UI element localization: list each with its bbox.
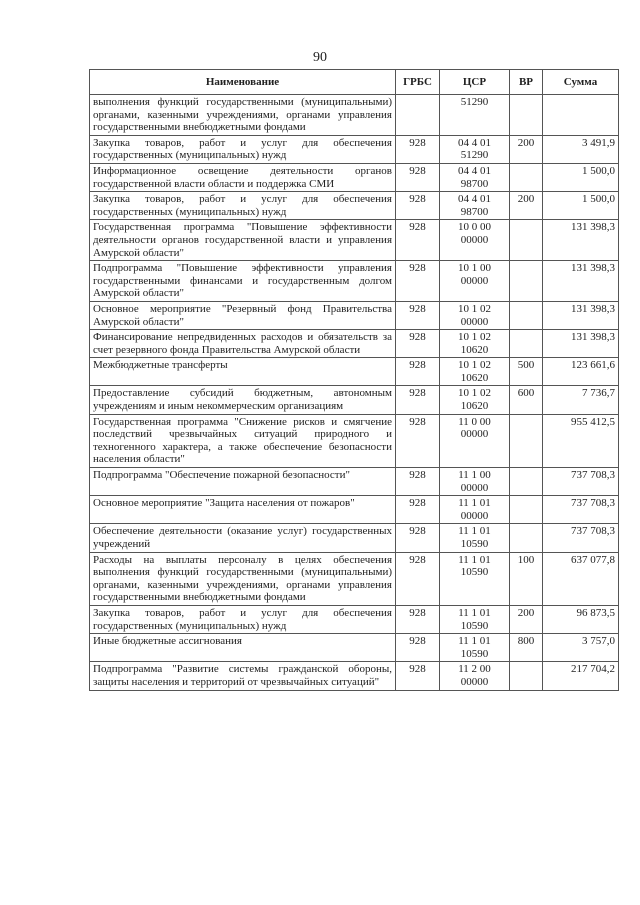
- table-row: [90, 330, 619, 358]
- cell-sum: 3 757,0: [543, 634, 619, 662]
- cell-name: Государственная программа "Повышение эффективности деятельности органов государственной власти и управления Амурской области": [90, 220, 396, 261]
- csr-code-part2: 00000: [460, 233, 489, 246]
- csr-code-part1: 04 4 01: [458, 193, 491, 206]
- cell-vr: [510, 330, 543, 358]
- csr-code-part1: 11 1 01: [458, 553, 491, 566]
- cell-vr: [510, 414, 543, 467]
- header-csr: ЦСР: [440, 70, 510, 95]
- csr-code-part1: 10 1 02: [458, 387, 491, 400]
- table-row: [90, 192, 619, 220]
- cell-name: Иные бюджетные ассигнования: [90, 634, 396, 662]
- csr-code-part1: 11 1 01: [458, 635, 491, 648]
- cell-grbs: 928: [396, 261, 440, 302]
- cell-vr: 500: [510, 358, 543, 386]
- csr-code-part2: 10590: [460, 647, 489, 660]
- cell-name: Закупка товаров, работ и услуг для обеспечения государственных (муниципальных) нужд: [90, 135, 396, 163]
- cell-csr: [440, 163, 510, 191]
- table-row: [90, 552, 619, 605]
- cell-grbs: 928: [396, 301, 440, 329]
- cell-csr: [440, 301, 510, 329]
- cell-grbs: 928: [396, 358, 440, 386]
- cell-name: Закупка товаров, работ и услуг для обеспечения государственных (муниципальных) нужд: [90, 605, 396, 633]
- csr-code-part1: 04 4 01: [458, 164, 491, 177]
- cell-name: Основное мероприятие "Защита населения от пожаров": [90, 496, 396, 524]
- cell-csr: [440, 220, 510, 261]
- cell-vr: 200: [510, 605, 543, 633]
- csr-code-part2: 98700: [460, 205, 489, 218]
- cell-grbs: 928: [396, 220, 440, 261]
- csr-code-part2: 10620: [460, 343, 489, 356]
- csr-code-part1: 11 1 01: [458, 525, 491, 538]
- cell-csr: [440, 605, 510, 633]
- cell-name: выполнения функций государственными (муниципальными) органами, казенными учреждениями, органами управления государственными внебюджетными фондами: [90, 95, 396, 136]
- csr-code-part1: 10 1 02: [458, 302, 491, 315]
- cell-csr: [440, 662, 510, 690]
- table-row: [90, 662, 619, 690]
- cell-sum: 217 704,2: [543, 662, 619, 690]
- cell-sum: 737 708,3: [543, 468, 619, 496]
- cell-vr: [510, 220, 543, 261]
- cell-csr: [440, 496, 510, 524]
- cell-vr: [510, 524, 543, 552]
- csr-code-part2: 10620: [460, 400, 489, 413]
- csr-code-part2: 10620: [460, 371, 489, 384]
- table-row: [90, 261, 619, 302]
- cell-name: Информационное освещение деятельности органов государственной власти области и поддержка СМИ: [90, 163, 396, 191]
- cell-vr: 200: [510, 192, 543, 220]
- cell-grbs: 928: [396, 496, 440, 524]
- cell-sum: 7 736,7: [543, 386, 619, 414]
- cell-vr: 800: [510, 634, 543, 662]
- header-grbs: ГРБС: [396, 70, 440, 95]
- table-row: [90, 634, 619, 662]
- csr-code-part1: 11 1 01: [458, 606, 491, 619]
- cell-sum: 955 412,5: [543, 414, 619, 467]
- cell-csr: [440, 192, 510, 220]
- table-row: [90, 468, 619, 496]
- csr-code-part1: 51290: [460, 96, 489, 108]
- cell-name: Межбюджетные трансферты: [90, 358, 396, 386]
- cell-sum: 131 398,3: [543, 220, 619, 261]
- header-sum: Сумма: [543, 70, 619, 95]
- csr-code-part2: 10590: [460, 566, 489, 579]
- table-row: [90, 414, 619, 467]
- budget-table: [89, 69, 619, 691]
- csr-code-part2: 00000: [460, 675, 489, 688]
- cell-sum: 3 491,9: [543, 135, 619, 163]
- cell-grbs: 928: [396, 524, 440, 552]
- csr-code-part2: 00000: [460, 509, 489, 522]
- cell-csr: [440, 358, 510, 386]
- page-number: 90: [313, 50, 327, 65]
- table-row: [90, 386, 619, 414]
- csr-code-part2: 00000: [460, 274, 489, 287]
- cell-name: Подпрограмма "Повышение эффективности управления государственными финансами и государственным долгом Амурской области": [90, 261, 396, 302]
- table-body: [90, 95, 619, 691]
- table-row: [90, 95, 619, 136]
- cell-vr: [510, 261, 543, 302]
- csr-code-part1: 11 1 01: [458, 497, 491, 510]
- cell-sum: 1 500,0: [543, 163, 619, 191]
- cell-csr: [440, 261, 510, 302]
- header-vr: ВР: [510, 70, 543, 95]
- cell-sum: 131 398,3: [543, 330, 619, 358]
- csr-code-part1: 11 0 00: [458, 415, 491, 428]
- cell-csr: [440, 135, 510, 163]
- cell-sum: 131 398,3: [543, 301, 619, 329]
- cell-name: Предоставление субсидий бюджетным, автономным учреждениям и иным некоммерческим организациям: [90, 386, 396, 414]
- cell-name: Государственная программа "Снижение рисков и смягчение последствий чрезвычайных ситуаций природного и техногенного характера, а также обеспечение безопасности населения области": [90, 414, 396, 467]
- csr-code-part2: 00000: [460, 481, 489, 494]
- cell-vr: [510, 496, 543, 524]
- cell-name: Обеспечение деятельности (оказание услуг) государственных учреждений: [90, 524, 396, 552]
- cell-vr: [510, 301, 543, 329]
- cell-csr: [440, 552, 510, 605]
- cell-sum: 96 873,5: [543, 605, 619, 633]
- cell-csr: [440, 524, 510, 552]
- table-row: [90, 524, 619, 552]
- table-row: [90, 220, 619, 261]
- cell-grbs: 928: [396, 192, 440, 220]
- cell-grbs: 928: [396, 414, 440, 467]
- table-row: [90, 496, 619, 524]
- table-header-row: [90, 70, 619, 95]
- table-row: [90, 163, 619, 191]
- csr-code-part2: 00000: [460, 315, 489, 328]
- cell-grbs: 928: [396, 468, 440, 496]
- cell-grbs: 928: [396, 163, 440, 191]
- header-name: Наименование: [90, 70, 396, 95]
- cell-grbs: [396, 95, 440, 136]
- cell-csr: [440, 468, 510, 496]
- cell-grbs: 928: [396, 135, 440, 163]
- csr-code-part2: 00000: [460, 428, 489, 441]
- csr-code-part1: 10 0 00: [458, 221, 491, 234]
- csr-code-part2: 10590: [460, 619, 489, 632]
- csr-code-part1: 10 1 00: [458, 262, 491, 275]
- cell-sum: 637 077,8: [543, 552, 619, 605]
- cell-sum: 131 398,3: [543, 261, 619, 302]
- cell-csr: [440, 386, 510, 414]
- cell-vr: 100: [510, 552, 543, 605]
- csr-code-part1: 11 1 00: [458, 469, 491, 482]
- cell-vr: 600: [510, 386, 543, 414]
- cell-name: Финансирование непредвиденных расходов и обязательств за счет резервного фонда Правительства Амурской области: [90, 330, 396, 358]
- csr-code-part2: 10590: [460, 538, 489, 550]
- cell-grbs: 928: [396, 330, 440, 358]
- cell-name: Подпрограмма "Обеспечение пожарной безопасности": [90, 468, 396, 496]
- cell-csr: [440, 95, 510, 136]
- cell-vr: [510, 95, 543, 136]
- cell-name: Расходы на выплаты персоналу в целях обеспечения выполнения функций государственными (муниципальными) органами, казенными учреждениями, органами управления государственными внебюджетными фондами: [90, 552, 396, 605]
- cell-csr: [440, 414, 510, 467]
- cell-name: Основное мероприятие "Резервный фонд Правительства Амурской области": [90, 301, 396, 329]
- table-row: [90, 301, 619, 329]
- table-row: [90, 605, 619, 633]
- cell-grbs: 928: [396, 386, 440, 414]
- cell-vr: 200: [510, 135, 543, 163]
- cell-grbs: 928: [396, 634, 440, 662]
- cell-vr: [510, 662, 543, 690]
- csr-code-part2: 51290: [460, 149, 489, 162]
- cell-vr: [510, 468, 543, 496]
- cell-grbs: 928: [396, 605, 440, 633]
- cell-csr: [440, 330, 510, 358]
- csr-code-part1: 10 1 02: [458, 359, 491, 372]
- csr-code-part1: 10 1 02: [458, 331, 491, 344]
- csr-code-part1: 04 4 01: [458, 136, 491, 149]
- cell-grbs: 928: [396, 662, 440, 690]
- cell-name: Закупка товаров, работ и услуг для обеспечения государственных (муниципальных) нужд: [90, 192, 396, 220]
- cell-sum: 123 661,6: [543, 358, 619, 386]
- cell-name: Подпрограмма "Развитие системы гражданской обороны, защиты населения и территорий от чрезвычайных ситуаций": [90, 662, 396, 690]
- csr-code-part1: 11 2 00: [458, 663, 491, 676]
- cell-vr: [510, 163, 543, 191]
- csr-code-part2: 98700: [460, 177, 489, 190]
- cell-sum: 1 500,0: [543, 192, 619, 220]
- cell-sum: 737 708,3: [543, 496, 619, 524]
- cell-grbs: 928: [396, 552, 440, 605]
- cell-csr: [440, 634, 510, 662]
- cell-sum: [543, 95, 619, 136]
- cell-sum: 737 708,3: [543, 524, 619, 552]
- table-row: [90, 358, 619, 386]
- table-row: [90, 135, 619, 163]
